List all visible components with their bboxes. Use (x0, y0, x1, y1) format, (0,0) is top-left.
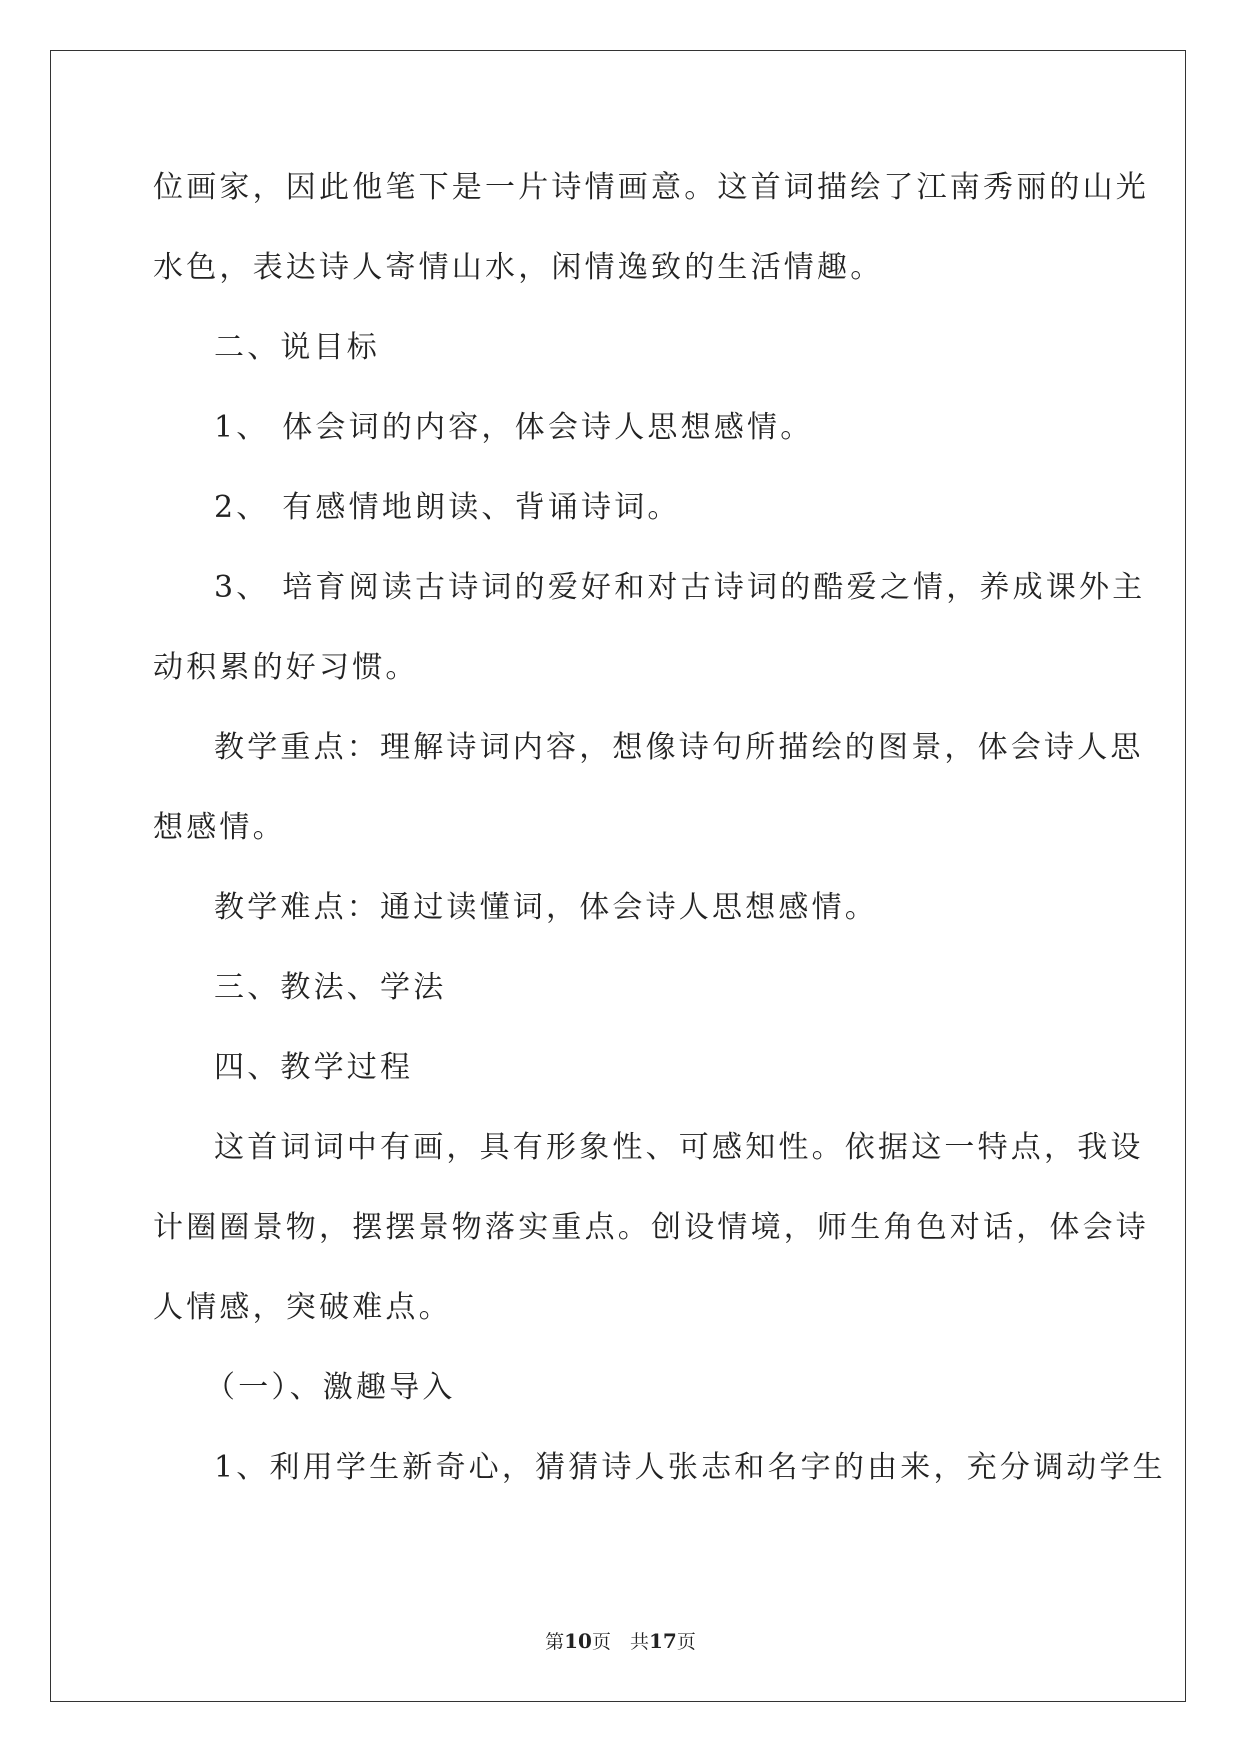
subsection-heading: （一）、激趣导入 (205, 1370, 456, 1405)
body-line: 人情感，突破难点。 (153, 1290, 452, 1325)
list-item: 1、 体会词的内容，体会诗人思想感情。 (214, 410, 814, 445)
page-prefix: 第 (545, 1631, 565, 1653)
body-line: 教学重点：理解诗词内容，想像诗句所描绘的图景，体会诗人思 (214, 730, 1144, 765)
body-line: 位画家，因此他笔下是一片诗情画意。这首词描绘了江南秀丽的山光 (153, 170, 1149, 205)
body-line: 想感情。 (153, 810, 286, 845)
body-line: 动积累的好习惯。 (153, 650, 419, 685)
section-heading: 三、教法、学法 (214, 970, 447, 1005)
body-line: 教学难点：通过读懂词，体会诗人思想感情。 (214, 890, 878, 925)
page-suffix: 页 (676, 1631, 696, 1653)
list-item: 2、 有感情地朗读、背诵诗词。 (214, 490, 681, 525)
body-line: 计圈圈景物，摆摆景物落实重点。创设情境，师生角色对话，体会诗 (153, 1210, 1149, 1245)
page-total: 17 (649, 1629, 677, 1653)
page-mid: 页 共 (591, 1631, 649, 1653)
section-heading: 二、说目标 (214, 330, 380, 365)
section-heading: 四、教学过程 (214, 1050, 414, 1085)
body-line: 水色，表达诗人寄情山水，闲情逸致的生活情趣。 (153, 250, 884, 285)
list-item: 1、利用学生新奇心，猜猜诗人张志和名字的由来，充分调动学生 (214, 1450, 1166, 1485)
page-footer (0, 1628, 1241, 1655)
body-line: 这首词词中有画，具有形象性、可感知性。依据这一特点，我设 (214, 1130, 1144, 1165)
list-item: 3、 培育阅读古诗词的爱好和对古诗词的酷爱之情，养成课外主 (214, 570, 1146, 605)
page-current: 10 (564, 1629, 592, 1653)
